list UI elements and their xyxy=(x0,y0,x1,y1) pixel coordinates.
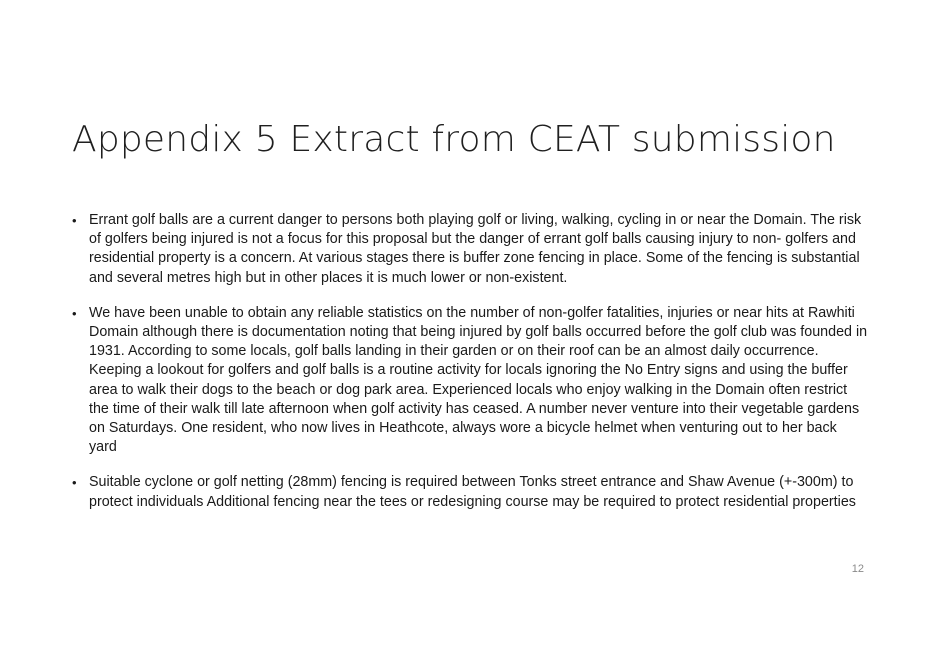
bullet-item-fencing xyxy=(72,473,868,511)
slide-number: 12 xyxy=(851,563,864,575)
bullet-text: Suitable cyclone or golf netting (28mm) fencing is required between Tonks street entrance and Shaw Avenue (+-300m) to protect individuals Additional fencing near the tees or redesigning course may be required to protect residential properties xyxy=(89,474,856,510)
bullet-text: We have been unable to obtain any reliable statistics on the number of non-golfer fatalities, injuries or near hits at Rawhiti Domain although there is documentation noting that being injured by golf balls occurred before the golf club was founded in 1931. According to some locals, golf balls landing in their garden or on their roof can be an almost daily occurrence. Keeping a lookout for golfers and golf balls is a routine activity for locals ignoring the No Entry signs and using the buffer area to walk their dogs to the beach or dog park area. Experienced locals who enjoy walking in the Domain often restrict the time of their walk till late afternoon when golf activity has ceased. A number never venture into their vegetable gardens on Saturdays. One resident, who now lives in Heathcote, always wore a bicycle helmet when venturing out to her back yard xyxy=(89,304,868,456)
bullet-list xyxy=(72,211,868,528)
bullet-marker: • xyxy=(72,213,77,228)
bullet-item-statistics xyxy=(72,304,868,458)
slide-title: Appendix 5 Extract from CEAT submission xyxy=(72,119,836,160)
bullet-marker: • xyxy=(72,475,77,491)
bullet-text: Errant golf balls are a current danger to persons both playing golf or living, walking, cycling in or near the Domain. The risk of golfers being injured is not a focus for this proposal but the danger of errant golf balls causing injury to non- golfers and residential property is a concern. At various stages there is buffer zone fencing in place. Some of the fencing is substantial and several metres high but in other places it is much lower or non-existent. xyxy=(89,212,862,286)
bullet-marker: • xyxy=(72,305,77,321)
bullet-item-golf-danger xyxy=(72,211,868,288)
